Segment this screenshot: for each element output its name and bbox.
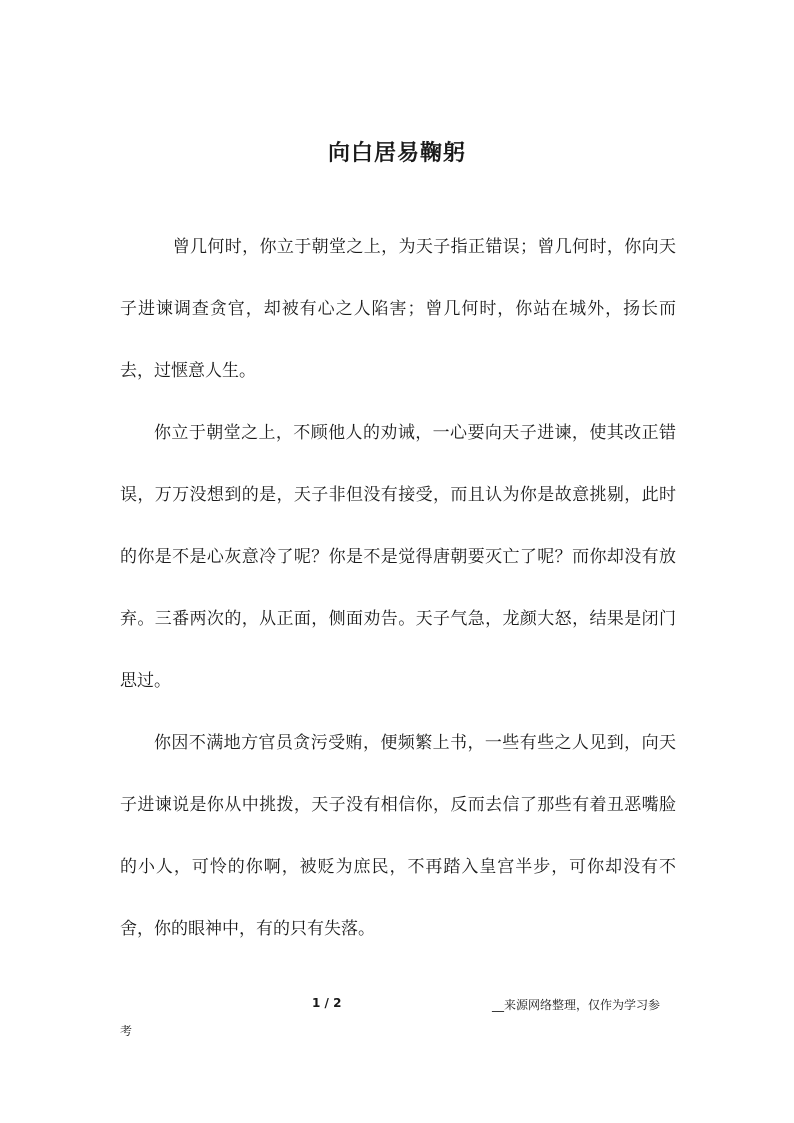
paragraph-3: 你因不满地方官员贪污受贿，便频繁上书，一些有些之人见到，向天子进谏说是你从中挑拨，天子没有相信你，反而去信了那些有着丑恶嘴脸的小人，可怜的你啊，被贬为庶民，不再踏入皇宫半步，可你却没有不舍，你的眼神中，有的只有失落。 [120, 733, 676, 939]
source-note-continuation: 考 [120, 1024, 133, 1038]
document-body [120, 216, 676, 960]
source-note: __来源网络整理，仅作为学习参 [492, 998, 661, 1012]
document-title: 向白居易鞠躬 [327, 141, 466, 166]
paragraph-2: 你立于朝堂之上，不顾他人的劝诫，一心要向天子进谏，使其改正错误，万万没想到的是，天子非但没有接受，而且认为你是故意挑剔，此时的你是不是心灰意冷了呢？你是不是觉得唐朝要灭亡了呢？而你却没有放弃。三番两次的，从正面，侧面劝告。天子气急，龙颜大怒，结果是闭门思过。 [120, 423, 676, 691]
page-number: 1 / 2 [312, 996, 342, 1010]
paragraph-1: 曾几何时，你立于朝堂之上，为天子指正错误；曾几何时，你向天子进谏调查贪官，却被有心之人陷害；曾几何时，你站在城外，扬长而去，过惬意人生。 [120, 237, 676, 381]
